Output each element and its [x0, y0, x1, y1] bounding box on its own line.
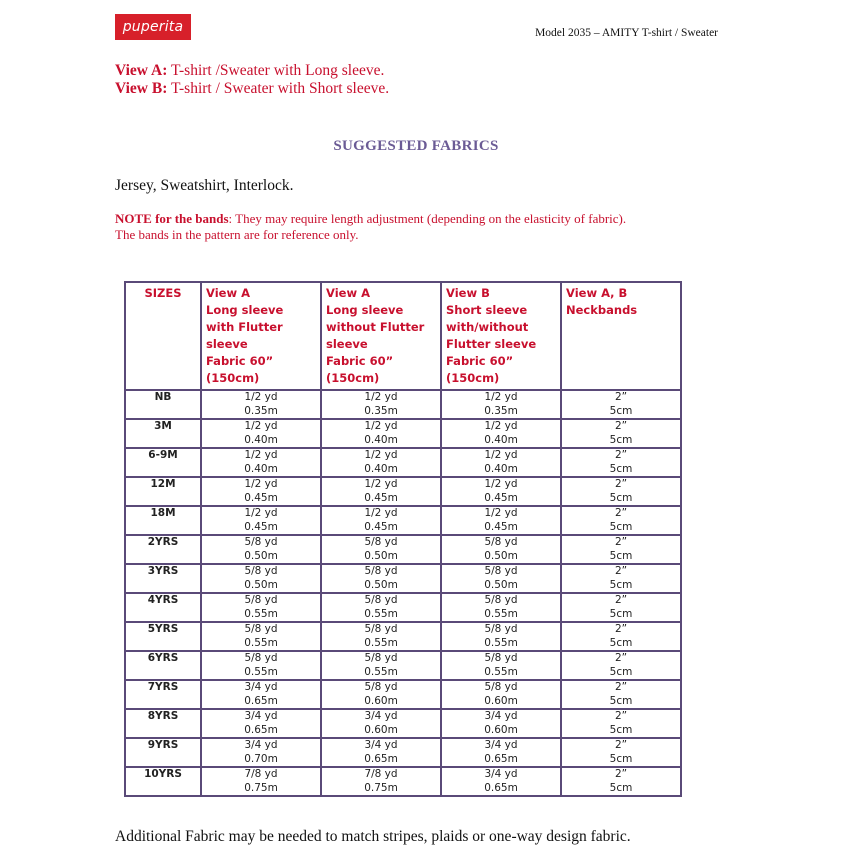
imperial-value: 1/2 yd — [364, 420, 398, 432]
header-line: View A — [206, 286, 250, 300]
cell-view-a-no-flutter — [321, 593, 441, 622]
table-header — [125, 282, 681, 390]
cell-view-b — [441, 535, 561, 564]
imperial-value: 5/8 yd — [484, 681, 518, 693]
header-sizes — [125, 282, 201, 390]
cell-neckbands — [561, 709, 681, 738]
cell-size: NB — [125, 390, 201, 419]
cell-view-a-flutter — [201, 651, 321, 680]
table-row — [125, 448, 681, 477]
cell-view-a-no-flutter — [321, 651, 441, 680]
metric-value: 0.50m — [244, 549, 278, 562]
metric-value: 5cm — [609, 607, 633, 620]
header-view-a-flutter — [201, 282, 321, 390]
cell-view-a-flutter — [201, 767, 321, 796]
cell-view-b — [441, 477, 561, 506]
metric-value: 0.45m — [364, 491, 398, 504]
imperial-value: 5/8 yd — [244, 623, 278, 635]
imperial-value: 1/2 yd — [244, 478, 278, 490]
metric-value: 0.65m — [244, 694, 278, 707]
note-line-1 — [115, 211, 626, 227]
header-line: View A — [326, 286, 370, 300]
cell-neckbands — [561, 535, 681, 564]
imperial-value: 5/8 yd — [484, 652, 518, 664]
imperial-value: 1/2 yd — [484, 391, 518, 403]
cell-view-a-no-flutter — [321, 535, 441, 564]
metric-value: 0.70m — [244, 752, 278, 765]
imperial-value: 5/8 yd — [364, 536, 398, 548]
cell-neckbands — [561, 477, 681, 506]
metric-value: 5cm — [609, 549, 633, 562]
metric-value: 0.55m — [244, 636, 278, 649]
cell-view-a-flutter — [201, 622, 321, 651]
cell-size: 2YRS — [125, 535, 201, 564]
metric-value: 0.60m — [484, 694, 518, 707]
metric-value: 0.55m — [484, 636, 518, 649]
imperial-value: 3/4 yd — [364, 710, 398, 722]
imperial-value: 3/4 yd — [244, 739, 278, 751]
imperial-value: 5/8 yd — [364, 652, 398, 664]
header-line: Fabric 60” (150cm) — [446, 354, 514, 385]
metric-value: 0.50m — [364, 549, 398, 562]
cell-neckbands — [561, 564, 681, 593]
metric-value: 0.60m — [364, 694, 398, 707]
imperial-value: 7/8 yd — [244, 768, 278, 780]
header-view-b — [441, 282, 561, 390]
cell-view-a-flutter — [201, 506, 321, 535]
cell-neckbands — [561, 738, 681, 767]
cell-view-b — [441, 709, 561, 738]
imperial-value: 2” — [614, 565, 628, 577]
table-row — [125, 622, 681, 651]
metric-value: 5cm — [609, 462, 633, 475]
table-row — [125, 390, 681, 419]
metric-value: 0.45m — [484, 491, 518, 504]
view-a-label: View A: — [115, 62, 168, 79]
imperial-value: 5/8 yd — [364, 681, 398, 693]
metric-value: 0.40m — [364, 462, 398, 475]
header-line: Short sleeve — [446, 303, 528, 317]
table-row — [125, 477, 681, 506]
cell-view-a-no-flutter — [321, 477, 441, 506]
suggested-fabrics-list: Jersey, Sweatshirt, Interlock. — [115, 177, 294, 194]
cell-size: 7YRS — [125, 680, 201, 709]
brand-logo: puperita — [115, 14, 191, 40]
imperial-value: 2” — [614, 391, 628, 403]
metric-value: 5cm — [609, 694, 633, 707]
cell-view-b — [441, 506, 561, 535]
metric-value: 0.60m — [484, 723, 518, 736]
cell-view-a-flutter — [201, 680, 321, 709]
imperial-value: 5/8 yd — [244, 594, 278, 606]
cell-size: 5YRS — [125, 622, 201, 651]
header-line: without Flutter — [326, 320, 425, 334]
imperial-value: 5/8 yd — [364, 565, 398, 577]
header-line: View A, B — [566, 286, 628, 300]
metric-value: 0.55m — [244, 607, 278, 620]
header-line: View B — [446, 286, 490, 300]
imperial-value: 5/8 yd — [484, 536, 518, 548]
cell-view-a-no-flutter — [321, 767, 441, 796]
metric-value: 5cm — [609, 520, 633, 533]
header-line: Long sleeve — [206, 303, 284, 317]
cell-view-a-flutter — [201, 593, 321, 622]
imperial-value: 2” — [614, 739, 628, 751]
imperial-value: 5/8 yd — [364, 594, 398, 606]
metric-value: 5cm — [609, 491, 633, 504]
table-row — [125, 767, 681, 796]
imperial-value: 1/2 yd — [484, 507, 518, 519]
cell-view-a-flutter — [201, 390, 321, 419]
imperial-value: 1/2 yd — [364, 449, 398, 461]
imperial-value: 2” — [614, 420, 628, 432]
cell-size: 6-9M — [125, 448, 201, 477]
cell-view-a-flutter — [201, 535, 321, 564]
cell-view-a-flutter — [201, 564, 321, 593]
cell-size: 9YRS — [125, 738, 201, 767]
cell-view-b — [441, 448, 561, 477]
cell-view-b — [441, 767, 561, 796]
imperial-value: 1/2 yd — [244, 420, 278, 432]
cell-view-a-flutter — [201, 709, 321, 738]
table-row — [125, 738, 681, 767]
bands-note — [115, 211, 626, 243]
table-row — [125, 593, 681, 622]
imperial-value: 2” — [614, 652, 628, 664]
imperial-value: 5/8 yd — [484, 594, 518, 606]
metric-value: 0.40m — [244, 462, 278, 475]
metric-value: 5cm — [609, 404, 633, 417]
note-label: NOTE for the bands — [115, 211, 229, 226]
table-row — [125, 651, 681, 680]
view-b-label: View B: — [115, 80, 168, 97]
cell-neckbands — [561, 593, 681, 622]
imperial-value: 1/2 yd — [364, 507, 398, 519]
table-row — [125, 564, 681, 593]
header-line: Neckbands — [566, 303, 638, 317]
imperial-value: 2” — [614, 478, 628, 490]
imperial-value: 2” — [614, 681, 628, 693]
metric-value: 5cm — [609, 752, 633, 765]
model-title: Model 2035 – AMITY T-shirt / Sweater — [535, 27, 718, 39]
cell-size: 4YRS — [125, 593, 201, 622]
cell-view-a-no-flutter — [321, 448, 441, 477]
metric-value: 0.60m — [364, 723, 398, 736]
metric-value: 0.75m — [364, 781, 398, 794]
metric-value: 0.45m — [484, 520, 518, 533]
header-line: with/without — [446, 320, 529, 334]
cell-view-a-flutter — [201, 419, 321, 448]
cell-size: 18M — [125, 506, 201, 535]
metric-value: 0.40m — [364, 433, 398, 446]
cell-neckbands — [561, 390, 681, 419]
cell-neckbands — [561, 767, 681, 796]
metric-value: 0.55m — [364, 665, 398, 678]
table-row — [125, 419, 681, 448]
metric-value: 5cm — [609, 665, 633, 678]
metric-value: 0.40m — [244, 433, 278, 446]
imperial-value: 3/4 yd — [484, 710, 518, 722]
view-a-line — [115, 62, 389, 80]
metric-value: 0.50m — [364, 578, 398, 591]
cell-size: 3YRS — [125, 564, 201, 593]
imperial-value: 5/8 yd — [244, 652, 278, 664]
imperial-value: 5/8 yd — [484, 623, 518, 635]
table-row — [125, 680, 681, 709]
header-view-a-no-flutter — [321, 282, 441, 390]
imperial-value: 5/8 yd — [484, 565, 518, 577]
cell-view-b — [441, 390, 561, 419]
imperial-value: 1/2 yd — [244, 391, 278, 403]
imperial-value: 2” — [614, 623, 628, 635]
suggested-fabrics-title: SUGGESTED FABRICS — [333, 138, 499, 154]
view-a-description: T-shirt /Sweater with Long sleeve. — [167, 62, 385, 79]
imperial-value: 1/2 yd — [484, 449, 518, 461]
cell-view-b — [441, 564, 561, 593]
view-b-description: T-shirt / Sweater with Short sleeve. — [167, 80, 390, 97]
cell-size: 10YRS — [125, 767, 201, 796]
cell-view-b — [441, 593, 561, 622]
additional-fabric-note: Additional Fabric may be needed to match stripes, plaids or one-way design fabric. — [115, 828, 631, 845]
metric-value: 0.45m — [244, 491, 278, 504]
metric-value: 0.65m — [364, 752, 398, 765]
cell-view-a-flutter — [201, 738, 321, 767]
header-line: Fabric 60” (150cm) — [326, 354, 394, 385]
metric-value: 0.55m — [364, 607, 398, 620]
imperial-value: 2” — [614, 507, 628, 519]
view-b-line — [115, 80, 389, 98]
header-line: SIZES — [144, 286, 182, 300]
cell-size: 6YRS — [125, 651, 201, 680]
imperial-value: 2” — [614, 710, 628, 722]
views-description — [115, 62, 389, 98]
cell-view-a-no-flutter — [321, 680, 441, 709]
cell-view-b — [441, 680, 561, 709]
imperial-value: 3/4 yd — [484, 739, 518, 751]
cell-view-b — [441, 651, 561, 680]
metric-value: 0.55m — [364, 636, 398, 649]
cell-view-a-no-flutter — [321, 419, 441, 448]
metric-value: 0.35m — [484, 404, 518, 417]
metric-value: 0.75m — [244, 781, 278, 794]
table-body — [125, 390, 681, 796]
header-neckbands — [561, 282, 681, 390]
imperial-value: 1/2 yd — [364, 391, 398, 403]
cell-view-a-flutter — [201, 477, 321, 506]
table-row — [125, 535, 681, 564]
table-row — [125, 709, 681, 738]
imperial-value: 1/2 yd — [484, 478, 518, 490]
imperial-value: 3/4 yd — [364, 739, 398, 751]
imperial-value: 1/2 yd — [244, 449, 278, 461]
metric-value: 0.40m — [484, 462, 518, 475]
cell-view-a-no-flutter — [321, 506, 441, 535]
imperial-value: 3/4 yd — [484, 768, 518, 780]
imperial-value: 1/2 yd — [484, 420, 518, 432]
metric-value: 0.55m — [484, 607, 518, 620]
metric-value: 5cm — [609, 578, 633, 591]
imperial-value: 2” — [614, 449, 628, 461]
imperial-value: 5/8 yd — [364, 623, 398, 635]
cell-neckbands — [561, 448, 681, 477]
metric-value: 5cm — [609, 636, 633, 649]
metric-value: 0.50m — [484, 549, 518, 562]
imperial-value: 3/4 yd — [244, 681, 278, 693]
cell-neckbands — [561, 651, 681, 680]
cell-neckbands — [561, 419, 681, 448]
metric-value: 0.45m — [364, 520, 398, 533]
metric-value: 0.65m — [244, 723, 278, 736]
imperial-value: 2” — [614, 594, 628, 606]
table-row — [125, 506, 681, 535]
metric-value: 0.65m — [484, 781, 518, 794]
cell-view-a-no-flutter — [321, 738, 441, 767]
header-line: Fabric 60” (150cm) — [206, 354, 274, 385]
cell-neckbands — [561, 506, 681, 535]
cell-view-b — [441, 622, 561, 651]
imperial-value: 1/2 yd — [244, 507, 278, 519]
metric-value: 0.65m — [484, 752, 518, 765]
metric-value: 0.35m — [364, 404, 398, 417]
metric-value: 5cm — [609, 433, 633, 446]
cell-view-b — [441, 419, 561, 448]
imperial-value: 5/8 yd — [244, 565, 278, 577]
cell-view-b — [441, 738, 561, 767]
imperial-value: 3/4 yd — [244, 710, 278, 722]
note-text: : They may require length adjustment (depending on the elasticity of fabric). — [228, 211, 627, 226]
metric-value: 5cm — [609, 781, 633, 794]
fabric-requirements-table — [124, 281, 682, 797]
cell-view-a-no-flutter — [321, 390, 441, 419]
cell-size: 12M — [125, 477, 201, 506]
metric-value: 0.55m — [244, 665, 278, 678]
imperial-value: 1/2 yd — [364, 478, 398, 490]
cell-view-a-no-flutter — [321, 622, 441, 651]
header-line: sleeve — [326, 337, 368, 351]
metric-value: 0.55m — [484, 665, 518, 678]
cell-view-a-no-flutter — [321, 709, 441, 738]
cell-view-a-no-flutter — [321, 564, 441, 593]
metric-value: 0.40m — [484, 433, 518, 446]
metric-value: 0.50m — [244, 578, 278, 591]
imperial-value: 5/8 yd — [244, 536, 278, 548]
cell-size: 8YRS — [125, 709, 201, 738]
metric-value: 0.50m — [484, 578, 518, 591]
imperial-value: 2” — [614, 768, 628, 780]
cell-neckbands — [561, 622, 681, 651]
metric-value: 0.35m — [244, 404, 278, 417]
header-line: Long sleeve — [326, 303, 404, 317]
cell-size: 3M — [125, 419, 201, 448]
cell-neckbands — [561, 680, 681, 709]
metric-value: 5cm — [609, 723, 633, 736]
note-line-2: The bands in the pattern are for reference only. — [115, 227, 359, 242]
header-row — [125, 282, 681, 390]
header-line: with Flutter sleeve — [206, 320, 283, 351]
cell-view-a-flutter — [201, 448, 321, 477]
header-line: Flutter sleeve — [446, 337, 537, 351]
imperial-value: 2” — [614, 536, 628, 548]
imperial-value: 7/8 yd — [364, 768, 398, 780]
metric-value: 0.45m — [244, 520, 278, 533]
